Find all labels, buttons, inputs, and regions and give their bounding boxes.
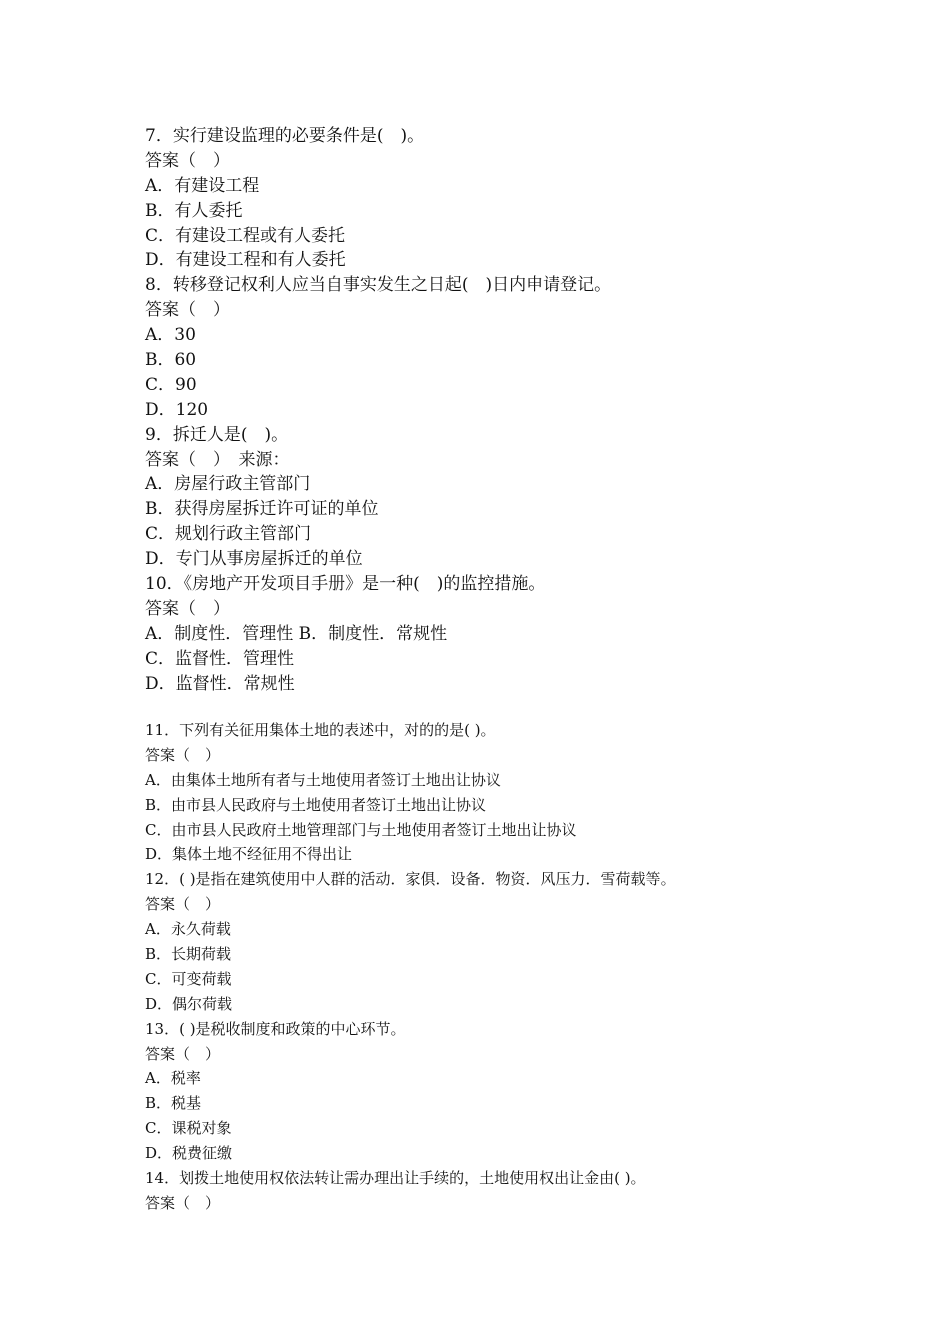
option-c: C．可变荷载 xyxy=(145,969,232,988)
option-a: A．房屋行政主管部门 xyxy=(145,474,311,495)
answer-blank: 答案（ ） xyxy=(145,745,221,764)
answer-blank: 答案（ ） xyxy=(145,1193,221,1212)
option-d: D．专门从事房屋拆迁的单位 xyxy=(145,549,363,570)
option-c: C．由市县人民政府土地管理部门与土地使用者签订土地出让协议 xyxy=(145,820,577,839)
option-b: B．由市县人民政府与土地使用者签订土地出让协议 xyxy=(145,795,487,814)
option-a: A．永久荷载 xyxy=(145,920,231,939)
option-a: A．30 xyxy=(145,325,196,346)
option-b: B．税基 xyxy=(145,1094,202,1113)
option-c: C．规划行政主管部门 xyxy=(145,524,312,545)
question-14-stem: 14．划拨土地使用权依法转让需办理出让手续的，土地使用权出让金由( )。 xyxy=(145,1169,646,1188)
option-d: D．120 xyxy=(145,399,209,420)
questions-11-to-14 xyxy=(145,718,865,1216)
question-8-stem: 8．转移登记权利人应当自事实发生之日起( )日内申请登记。 xyxy=(145,275,612,296)
option-d: D．有建设工程和有人委托 xyxy=(145,250,346,271)
question-13-stem: 13．( )是税收制度和政策的中心环节。 xyxy=(145,1019,406,1038)
option-c: C．课税对象 xyxy=(145,1119,232,1138)
question-11-stem: 11．下列有关征用集体土地的表述中，对的的是( )。 xyxy=(145,721,496,739)
option-d: D．监督性．常规性 xyxy=(145,673,295,694)
question-10-stem: 10．《房地产开发项目手册》是一种( )的监控措施。 xyxy=(145,574,546,595)
answer-blank: 答案（ ） 来源： xyxy=(145,449,290,470)
answer-blank: 答案（ ） xyxy=(145,598,230,619)
answer-blank: 答案（ ） xyxy=(145,1044,221,1063)
option-d: D．偶尔荷载 xyxy=(145,994,233,1013)
option-a: A．由集体土地所有者与土地使用者签订土地出让协议 xyxy=(145,770,501,789)
option-b: B．有人委托 xyxy=(145,200,243,221)
option-a-b: A．制度性．管理性 B．制度性．常规性 xyxy=(145,623,448,644)
option-c: C．有建设工程或有人委托 xyxy=(145,225,346,246)
question-12-stem: 12．( )是指在建筑使用中人群的活动．家俱．设备．物资．风压力．雪荷载等。 xyxy=(145,870,676,889)
option-b: B．获得房屋拆迁许可证的单位 xyxy=(145,499,379,520)
option-a: A．有建设工程 xyxy=(145,175,260,196)
answer-blank: 答案（ ） xyxy=(145,150,230,171)
answer-blank: 答案（ ） xyxy=(145,300,230,321)
option-c: C．90 xyxy=(145,374,197,395)
answer-blank: 答案（ ） xyxy=(145,895,221,914)
option-a: A．税率 xyxy=(145,1069,201,1088)
option-b: B．60 xyxy=(145,350,197,371)
questions-7-to-10 xyxy=(145,124,865,696)
option-d: D．集体土地不经征用不得出让 xyxy=(145,845,353,864)
option-b: B．长期荷载 xyxy=(145,945,232,964)
option-d: D．税费征缴 xyxy=(145,1144,233,1163)
question-7-stem: 7．实行建设监理的必要条件是( )。 xyxy=(145,126,425,146)
option-c: C．监督性．管理性 xyxy=(145,648,295,669)
question-9-stem: 9．拆迁人是( )。 xyxy=(145,424,289,445)
